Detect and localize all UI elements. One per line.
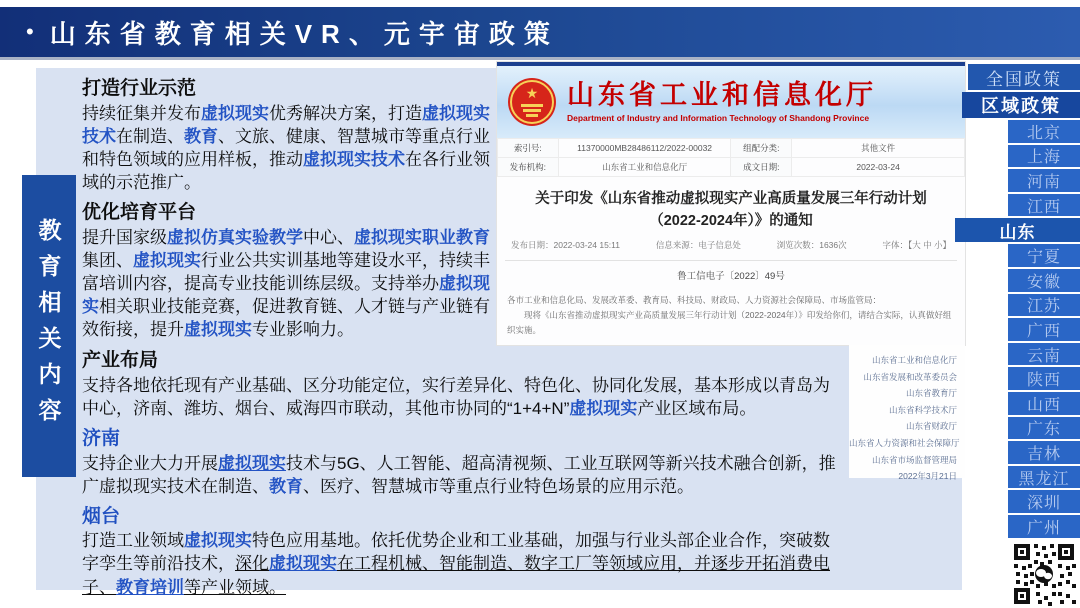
signature-line: 山东省科学技术厅 — [888, 404, 957, 415]
doc-source: 信息来源：电子信息处 — [655, 239, 741, 250]
svg-text:★: ★ — [525, 85, 539, 101]
body-text: 行业公共实训基地等建设水平，持续丰富培训内容，提高专业技能训练层级。支持举办 — [82, 250, 490, 293]
doc-number: 鲁工信电子〔2022〕49号 — [677, 270, 785, 282]
signature-line: 山东省人力资源和社会保障厅 — [849, 437, 960, 448]
sidebar-region-tab-广西[interactable]: 广西 — [1008, 318, 1080, 341]
doc-publish-date: 发布日期：2022-03-24 15:11 — [511, 239, 620, 250]
body-text: 、医疗、智慧城市等重点行业特色场景的应用示范。 — [303, 476, 694, 496]
sidebar-region-tab-吉林[interactable]: 吉林 — [1008, 441, 1080, 464]
doc-body-content: 现将《山东省推动虚拟现实产业高质量发展三年行动计划（2022-2024年）》印发给你们，请结合实际，认真做好组织实施。 — [507, 309, 952, 336]
highlighted-term: 教育培训 — [116, 577, 184, 597]
doc-agency-title: 山东省工业和信息化厅 — [567, 79, 877, 110]
doc-body-recipients: 各市工业和信息化局、发展改革委、教育局、科技局、财政局、人力资源社会保障局、市场监管局： — [507, 294, 882, 305]
body-text: 在制造、 — [116, 126, 184, 146]
sidebar-region-tab-云南[interactable]: 云南 — [1008, 343, 1080, 366]
highlighted-term: 教育 — [184, 126, 218, 146]
meta-index-value: 11370000MB28486112/2022-00032 — [558, 139, 731, 158]
bullet-icon: • — [26, 19, 34, 44]
highlighted-term: 虚拟现实 — [133, 250, 201, 270]
sidebar-region-tab-黑龙江[interactable]: 黑龙江 — [1008, 466, 1080, 489]
highlighted-term: 虚拟现实 — [201, 103, 269, 123]
highlighted-term: 虚拟现实职业教育 — [354, 227, 490, 247]
doc-divider — [505, 260, 957, 261]
sidebar-region-tab-北京[interactable]: 北京 — [1008, 120, 1080, 143]
sidebar-region-tab-山西[interactable]: 山西 — [1008, 392, 1080, 415]
doc-meta-table — [497, 138, 965, 177]
doc-body — [497, 293, 965, 339]
policy-text-top — [82, 76, 500, 347]
body-text: 特色应用基地。依托优势企业和工业基础，加强与行业头部企业合作，突破数字孪生等前沿技术， — [82, 531, 830, 574]
body-text: 技术与5G、人工智能、超高清视频、工业互联网等新兴技术融合创新，推广虚拟现实技术在制造、 — [82, 453, 836, 496]
policy-block — [82, 200, 500, 341]
highlighted-term: 虚拟现实 — [269, 554, 337, 574]
sidebar-region-tab-河南[interactable]: 河南 — [1008, 169, 1080, 192]
doc-meta-line — [497, 239, 965, 251]
policy-block-heading: 打造行业示范 — [82, 78, 197, 99]
doc-agency-subtitle: Department of Industry and Information Technology of Shandong Province — [567, 113, 870, 124]
meta-index-label: 索引号: — [498, 139, 559, 158]
policy-block-heading: 优化培育平台 — [82, 202, 197, 224]
body-text: 提升国家级 — [82, 227, 167, 247]
doc-banner — [497, 66, 965, 138]
highlighted-term: 教育 — [269, 476, 303, 496]
signature-line: 山东省发展和改革委员会 — [863, 371, 957, 382]
sidebar-region-tab-江西[interactable]: 江西 — [1008, 194, 1080, 217]
sidebar-region-tab-上海[interactable]: 上海 — [1008, 145, 1080, 168]
signature-line: 山东省财政厅 — [905, 421, 957, 432]
doc-signature-block — [849, 345, 965, 482]
gov-document-screenshot — [497, 62, 965, 345]
policy-block-body — [82, 529, 846, 598]
left-category-tab — [22, 175, 76, 477]
highlighted-term: 虚拟仿真实验教学 — [167, 227, 303, 247]
body-text: 打造工业领域 — [82, 531, 184, 551]
policy-block-body — [82, 226, 500, 342]
body-text: 产业区域布局。 — [637, 398, 757, 418]
body-text: 专业影响力。 — [252, 320, 354, 340]
highlighted-term: 在工程机械、智能制造、数字工厂等领域应用，并逐步开拓消费电子、 — [82, 554, 830, 597]
meta-agency-value: 山东省工业和信息化厅 — [558, 158, 731, 177]
meta-date-label: 成文日期: — [731, 158, 792, 177]
sidebar-tab-regional-policy[interactable]: 区域政策 — [962, 92, 1080, 118]
doc-font-size-switch: 字体：【大 中 小】 — [882, 239, 951, 250]
meta-date-value: 2022-03-24 — [792, 158, 965, 177]
body-text: 、文旅、健康、智慧城市等重点行业和特色领域的应用样板，推动 — [82, 126, 490, 169]
doc-view-count: 浏览次数：1636次 — [776, 239, 847, 250]
meta-category-label: 组配分类: — [731, 139, 792, 158]
sidebar-region-tab-江苏[interactable]: 江苏 — [1008, 294, 1080, 317]
sidebar-region-tab-广东[interactable]: 广东 — [1008, 417, 1080, 440]
policy-block-body — [82, 102, 500, 194]
qr-code — [1010, 540, 1078, 608]
header-bar — [0, 7, 1080, 57]
sidebar-region-tab-广州[interactable]: 广州 — [1008, 515, 1080, 538]
signature-line: 山东省工业和信息化厅 — [871, 355, 957, 365]
highlighted-term: 虚拟现实技术 — [303, 149, 405, 169]
meta-category-value: 其他文件 — [792, 139, 965, 158]
body-text: 支持各地依托现有产业基础、区分功能定位，实行差异化、特色化、协同化发展，基本形成以青岛为中心，济南、潍坊、烟台、威海四市联动，其他市协同的“1+4+N” — [82, 375, 830, 418]
signature-line: 山东省市场监督管理局 — [871, 454, 957, 465]
sidebar-region-tab-陕西[interactable]: 陕西 — [1008, 367, 1080, 390]
body-text: 相关职业技能竞赛，促进教育链、人才链与产业链有效衔接，提升 — [82, 297, 490, 340]
highlighted-term: 虚拟现实 — [569, 398, 638, 418]
signature-line: 山东省教育厅 — [905, 388, 957, 399]
highlighted-term: 深化 — [235, 554, 269, 574]
body-text: 中心、 — [303, 227, 354, 247]
policy-block-body — [82, 452, 846, 498]
policy-block-heading: 产业布局 — [82, 350, 159, 371]
highlighted-term: 虚拟现实 — [184, 320, 252, 340]
body-text: 在各行业领域的示范推广。 — [82, 149, 490, 192]
highlighted-term: 虚拟现实 — [82, 273, 490, 317]
sidebar-region-list — [999, 120, 1080, 540]
policy-block-body — [82, 374, 846, 420]
policy-block — [82, 426, 846, 498]
highlighted-term: 等产业领域。 — [184, 577, 286, 597]
left-tab-label: 教育相关内容 — [35, 218, 62, 434]
body-text: 持续征集并发布 — [82, 103, 201, 123]
policy-block — [82, 504, 846, 599]
highlighted-term: 虚拟现实 — [218, 453, 286, 473]
sidebar-region-tab-山东[interactable]: 山东 — [955, 218, 1080, 242]
sidebar-region-tab-宁夏[interactable]: 宁夏 — [1008, 244, 1080, 267]
page-title: 山东省教育相关VR、元宇宙政策 — [49, 18, 559, 49]
highlighted-term: 虚拟现实技术 — [82, 103, 490, 146]
highlighted-term: 虚拟现实 — [184, 531, 252, 551]
policy-block-heading: 烟台 — [82, 505, 121, 527]
sidebar-region-tab-安徽[interactable]: 安徽 — [1008, 269, 1080, 292]
policy-block — [82, 76, 500, 194]
policy-text-bottom — [82, 348, 846, 605]
policy-block-heading: 济南 — [82, 427, 121, 449]
sidebar-tab-national-policy[interactable]: 全国政策 — [968, 64, 1080, 90]
doc-title: 关于印发《山东省推动虚拟现实产业高质量发展三年行动计划（2022-2024年）》的通知 — [535, 191, 927, 229]
body-text: 集团、 — [82, 250, 133, 270]
policy-block — [82, 348, 846, 420]
signature-line: 2022年3月21日 — [898, 471, 957, 482]
national-emblem-icon — [507, 77, 557, 127]
body-text: 优秀解决方案，打造 — [269, 103, 422, 123]
meta-agency-label: 发布机构: — [498, 158, 559, 177]
sidebar-region-tab-深圳[interactable]: 深圳 — [1008, 490, 1080, 513]
body-text: 支持企业大力开展 — [82, 453, 218, 473]
